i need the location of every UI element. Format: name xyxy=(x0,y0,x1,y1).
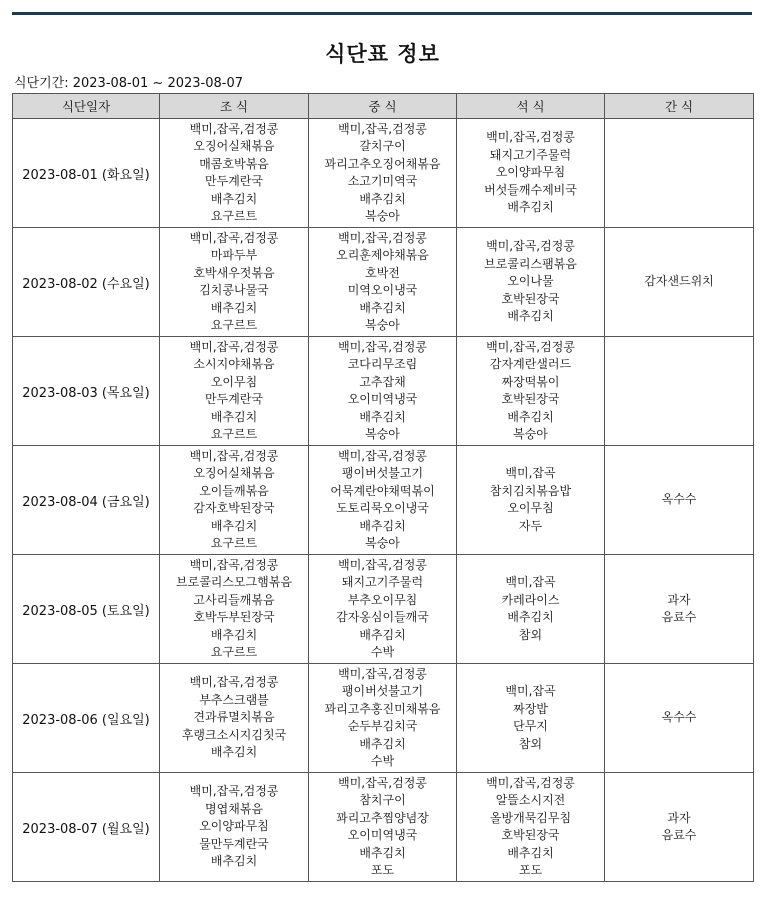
menu-item: 매콤호박볶음 xyxy=(199,156,269,171)
menu-item: 돼지고기주물럭 xyxy=(341,575,424,589)
header-row xyxy=(13,94,754,119)
menu-item: 참치구이 xyxy=(359,793,406,807)
menu-item: 호박새우젓볶음 xyxy=(193,265,275,280)
menu-item: 오이양파무침 xyxy=(495,165,566,180)
page-title: 식단표 정보 xyxy=(325,42,440,66)
menu-item: 오이무침 xyxy=(210,374,258,389)
menu-item: 짜장밥 xyxy=(513,701,548,716)
menu-item: 백미,잡곡,검정콩 xyxy=(486,775,575,790)
menu-item: 배추김치 xyxy=(210,745,258,760)
menu-item: 돼지고기주물럭 xyxy=(489,147,572,162)
breakfast-cell xyxy=(160,664,309,773)
menu-item: 백미,잡곡,검정콩 xyxy=(189,448,279,463)
menu-item: 배추김치 xyxy=(210,191,258,206)
meal-table-body xyxy=(13,119,754,882)
menu-item: 참치김치볶음밥 xyxy=(489,483,572,498)
menu-item: 백미,잡곡,검정콩 xyxy=(338,666,427,681)
menu-item: 브로콜리스팸볶음 xyxy=(484,256,577,271)
menu-item: 짜장떡볶이 xyxy=(501,374,560,389)
menu-item: 카레라이스 xyxy=(501,592,560,607)
breakfast-cell xyxy=(160,119,309,228)
menu-item: 수박 xyxy=(370,645,395,659)
menu-item: 호박된장국 xyxy=(501,392,560,406)
menu-item: 배추김치 xyxy=(507,845,554,860)
menu-item: 오이나물 xyxy=(507,274,554,289)
menu-item: 배추김치 xyxy=(210,627,258,642)
menu-item: 호박된장국 xyxy=(501,828,560,842)
menu-item: 백미,잡곡,검정콩 xyxy=(338,448,427,463)
menu-item: 배추김치 xyxy=(359,627,406,642)
menu-item: 오이미역냉국 xyxy=(347,392,418,406)
breakfast-cell xyxy=(160,555,309,664)
meal-period: 식단기간: 2023-08-01 ~ 2023-08-07 xyxy=(14,76,244,91)
header-lunch: 중 식 xyxy=(309,94,457,119)
header-dinner: 석 식 xyxy=(457,94,605,119)
table-row xyxy=(13,555,754,664)
table-row xyxy=(13,337,754,446)
dinner-cell xyxy=(457,773,605,882)
header-date: 식단일자 xyxy=(13,94,160,119)
menu-item: 배추김치 xyxy=(507,309,554,324)
menu-item: 백미,잡곡,검정콩 xyxy=(189,557,279,572)
menu-item: 브로콜리스모그햄볶음 xyxy=(176,575,292,589)
date-cell: 2023-08-07 (월요일) xyxy=(13,773,160,882)
menu-item: 오리훈제야채볶음 xyxy=(336,248,429,262)
menu-item: 포도 xyxy=(370,863,395,877)
menu-item: 감자샌드위치 xyxy=(644,274,714,289)
menu-item: 백미,잡곡,검정콩 xyxy=(338,230,427,245)
menu-item: 소고기미역국 xyxy=(347,174,418,188)
top-divider xyxy=(12,12,752,15)
menu-item: 올방개묵김무침 xyxy=(489,810,572,825)
menu-item: 갈치구이 xyxy=(359,139,406,153)
menu-item: 과자 xyxy=(667,810,691,825)
menu-item: 견과류멸치볶음 xyxy=(193,710,275,725)
snack-cell xyxy=(605,773,754,882)
dinner-cell xyxy=(457,664,605,773)
menu-item: 요구르트 xyxy=(210,209,258,223)
menu-item: 백미,잡곡,검정콩 xyxy=(338,121,427,136)
menu-item: 백미,잡곡,검정콩 xyxy=(338,775,427,790)
menu-item: 코다리무조림 xyxy=(347,357,418,371)
menu-item: 백미,잡곡,검정콩 xyxy=(486,239,575,254)
menu-item: 오이미역냉국 xyxy=(347,828,418,842)
menu-item: 배추김치 xyxy=(210,300,258,315)
snack-cell xyxy=(605,446,754,555)
menu-item: 복숭아 xyxy=(513,427,548,441)
menu-item: 단무지 xyxy=(513,719,548,733)
date-cell: 2023-08-05 (토요일) xyxy=(13,555,160,664)
snack-cell xyxy=(605,228,754,337)
menu-item: 배추김치 xyxy=(210,409,258,424)
menu-item: 호박전 xyxy=(365,265,400,280)
menu-item: 만두계란국 xyxy=(205,392,263,406)
menu-item: 오이양파무침 xyxy=(199,819,269,834)
menu-item: 참외 xyxy=(518,736,543,751)
menu-item: 요구르트 xyxy=(210,427,258,441)
breakfast-cell xyxy=(160,773,309,882)
dinner-cell xyxy=(457,337,605,446)
menu-item: 배추김치 xyxy=(210,518,258,533)
menu-item: 물만두계란국 xyxy=(199,836,269,851)
snack-cell xyxy=(605,664,754,773)
menu-item: 감자옹심이들깨국 xyxy=(336,610,429,624)
table-row xyxy=(13,119,754,228)
menu-item: 요구르트 xyxy=(210,645,258,659)
breakfast-cell xyxy=(160,337,309,446)
menu-item: 만두계란국 xyxy=(205,174,263,188)
menu-item: 과자 xyxy=(667,592,691,607)
menu-item: 자두 xyxy=(518,518,543,533)
menu-item: 미역오이냉국 xyxy=(347,283,418,297)
breakfast-cell xyxy=(160,446,309,555)
menu-item: 백미,잡곡,검정콩 xyxy=(189,121,279,136)
breakfast-cell xyxy=(160,228,309,337)
menu-item: 배추김치 xyxy=(359,409,406,424)
meal-table xyxy=(12,93,754,882)
table-row xyxy=(13,446,754,555)
menu-item: 마파두부 xyxy=(210,248,258,262)
menu-item: 오징어실채볶음 xyxy=(193,139,275,153)
menu-item: 고사리들깨볶음 xyxy=(193,592,275,607)
menu-item: 소시지야채볶음 xyxy=(193,357,275,371)
menu-item: 배추김치 xyxy=(210,854,258,869)
menu-item: 배추김치 xyxy=(359,518,406,533)
menu-item: 백미,잡곡,검정콩 xyxy=(486,339,575,354)
menu-item: 감자호박된장국 xyxy=(193,501,275,515)
menu-item: 요구르트 xyxy=(210,536,258,550)
snack-cell xyxy=(605,555,754,664)
menu-item: 팽이버섯불고기 xyxy=(341,684,424,698)
menu-item: 도토리묵오이냉국 xyxy=(336,501,429,515)
header-breakfast: 조 식 xyxy=(160,94,309,119)
lunch-cell xyxy=(309,555,457,664)
menu-item: 백미,잡곡 xyxy=(505,575,556,589)
menu-item: 옥수수 xyxy=(661,710,697,725)
date-cell: 2023-08-06 (일요일) xyxy=(13,664,160,773)
menu-item: 백미,잡곡,검정콩 xyxy=(189,230,279,245)
menu-item: 백미,잡곡,검정콩 xyxy=(486,130,575,145)
table-row xyxy=(13,228,754,337)
menu-item: 배추김치 xyxy=(507,610,554,624)
dinner-cell xyxy=(457,119,605,228)
menu-item: 오이들깨볶음 xyxy=(199,483,269,498)
menu-item: 배추김치 xyxy=(359,845,406,860)
header-snack: 간 식 xyxy=(605,94,754,119)
date-cell: 2023-08-04 (금요일) xyxy=(13,446,160,555)
menu-item: 백미,잡곡,검정콩 xyxy=(189,339,279,354)
menu-item: 감자계란샐러드 xyxy=(489,357,572,371)
menu-item: 순두부김치국 xyxy=(347,719,418,733)
dinner-cell xyxy=(457,446,605,555)
menu-item: 복숭아 xyxy=(365,427,400,441)
lunch-cell xyxy=(309,119,457,228)
menu-item: 오이무침 xyxy=(507,501,554,515)
lunch-cell xyxy=(309,446,457,555)
lunch-cell xyxy=(309,664,457,773)
table-row xyxy=(13,773,754,882)
menu-item: 배추김치 xyxy=(359,191,406,206)
menu-item: 꽈리고추찜양념장 xyxy=(336,810,429,825)
date-cell: 2023-08-03 (목요일) xyxy=(13,337,160,446)
dinner-cell xyxy=(457,555,605,664)
lunch-cell xyxy=(309,337,457,446)
lunch-cell xyxy=(309,228,457,337)
lunch-cell xyxy=(309,773,457,882)
date-cell: 2023-08-02 (수요일) xyxy=(13,228,160,337)
menu-item: 백미,잡곡,검정콩 xyxy=(189,784,279,799)
snack-cell xyxy=(605,119,754,228)
menu-item: 복숭아 xyxy=(365,209,400,223)
dinner-cell xyxy=(457,228,605,337)
menu-item: 백미,잡곡 xyxy=(505,684,556,698)
menu-item: 배추김치 xyxy=(359,300,406,315)
table-row xyxy=(13,664,754,773)
menu-item: 복숭아 xyxy=(365,536,400,550)
menu-item: 음료수 xyxy=(661,828,697,842)
menu-item: 꽈리고추홍진미채볶음 xyxy=(324,701,441,716)
menu-item: 백미,잡곡 xyxy=(505,466,556,480)
menu-item: 고추잡채 xyxy=(359,374,406,389)
menu-item: 배추김치 xyxy=(359,736,406,751)
menu-item: 백미,잡곡,검정콩 xyxy=(338,557,427,572)
menu-item: 알뜰소시지전 xyxy=(495,793,566,807)
menu-item: 꽈리고추오징어채볶음 xyxy=(324,156,441,171)
menu-item: 부추스크램블 xyxy=(199,692,269,707)
menu-item: 참외 xyxy=(518,627,543,642)
menu-item: 부추오이무침 xyxy=(347,592,418,607)
menu-item: 배추김치 xyxy=(507,409,554,424)
menu-item: 팽이버섯불고기 xyxy=(341,466,424,480)
menu-item: 요구르트 xyxy=(210,318,258,332)
menu-item: 오징어실채볶음 xyxy=(193,466,275,480)
menu-item: 백미,잡곡,검정콩 xyxy=(338,339,427,354)
menu-item: 배추김치 xyxy=(507,200,554,215)
menu-item: 옥수수 xyxy=(661,492,697,507)
menu-item: 어묵계란야채떡볶이 xyxy=(330,483,435,498)
menu-item: 복숭아 xyxy=(365,318,400,332)
menu-item: 음료수 xyxy=(661,610,697,624)
menu-item: 백미,잡곡,검정콩 xyxy=(189,675,279,690)
menu-item: 버섯들깨수제비국 xyxy=(484,182,577,197)
menu-item: 후랭크소시지김칫국 xyxy=(181,727,287,742)
menu-item: 명엽채볶음 xyxy=(205,801,263,816)
snack-cell xyxy=(605,337,754,446)
menu-item: 포도 xyxy=(518,863,543,877)
date-cell: 2023-08-01 (화요일) xyxy=(13,119,160,228)
menu-item: 수박 xyxy=(370,754,395,768)
menu-item: 호박두부된장국 xyxy=(193,610,275,624)
menu-item: 김치콩나물국 xyxy=(199,283,269,297)
menu-item: 호박된장국 xyxy=(501,291,560,306)
